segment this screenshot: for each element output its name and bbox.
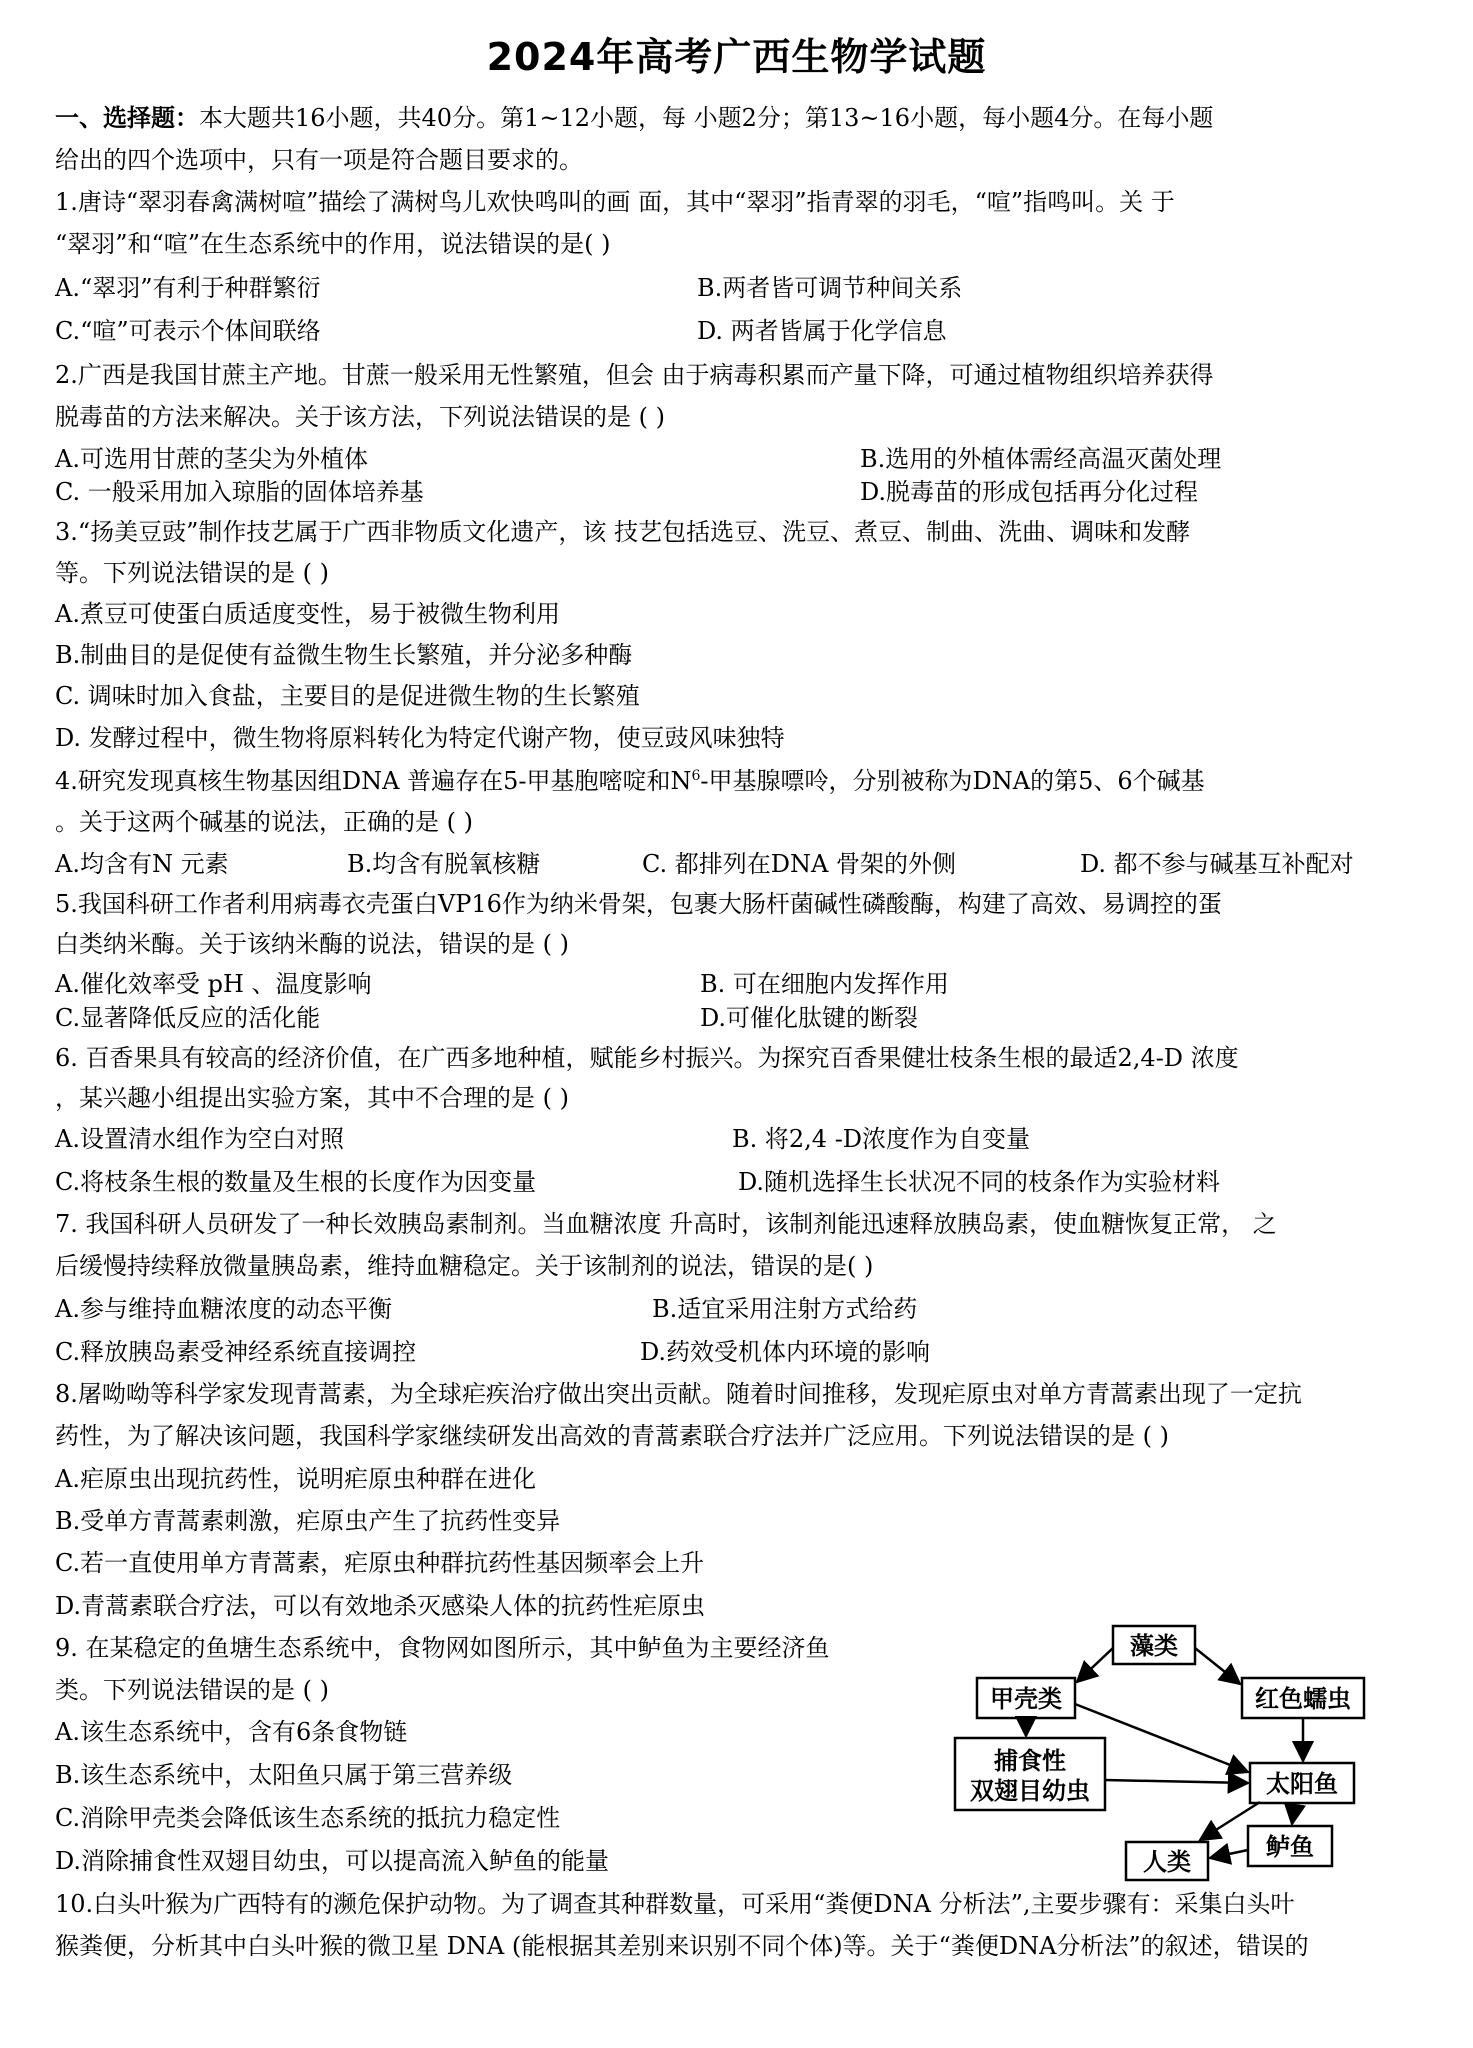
arrow-algae-crustacean	[1077, 1648, 1113, 1682]
node-crustacean: 甲壳类	[990, 1685, 1062, 1713]
arrow-perch-human	[1210, 1850, 1248, 1858]
q4-stem-1	[55, 763, 1205, 799]
q6-stem-1: 6. 百香果具有较高的经济价值，在广西多地种植，赋能乡村振兴。为探究百香果健壮枝条生根的最适2,4-D 浓度	[55, 1044, 1239, 1072]
q2-option-b: B.选用的外植体需经高温灭菌处理	[860, 445, 1222, 473]
q8-option-a: A.疟原虫出现抗药性，说明疟原虫种群在进化	[55, 1465, 536, 1493]
q4-option-c: C. 都排列在DNA 骨架的外侧	[642, 850, 956, 878]
q2-stem-1: 2.广西是我国甘蔗主产地。甘蔗一般采用无性繁殖，但会 由于病毒积累而产量下降，可通过植物组织培养获得	[55, 361, 1214, 389]
section-desc-1: 本大题共16小题，共40分。第1~12小题，每 小题2分；第13~16小题，每小题4分。在每小题	[199, 104, 1214, 132]
page-title: 2024年高考广西生物学试题	[486, 35, 987, 79]
q3-option-a: A.煮豆可使蛋白质适度变性，易于被微生物利用	[55, 600, 560, 628]
q9-option-a: A.该生态系统中，含有6条食物链	[55, 1718, 408, 1746]
q6-option-a: A.设置清水组作为空白对照	[55, 1125, 344, 1153]
arrow-larva-sunfish	[1105, 1780, 1248, 1783]
q1-option-a: A.“翠羽”有利于种群繁衍	[55, 274, 321, 302]
q5-stem-2: 白类纳米酶。关于该纳米酶的说法，错误的是 ( )	[55, 930, 569, 958]
arrow-algae-redworm	[1195, 1648, 1240, 1684]
q8-option-d: D.青蒿素联合疗法，可以有效地杀灭感染人体的抗药性疟原虫	[55, 1592, 706, 1620]
q3-option-b: B.制曲目的是促使有益微生物生长繁殖，并分泌多种酶	[55, 641, 633, 669]
q7-option-c: C.释放胰岛素受神经系统直接调控	[55, 1338, 417, 1366]
q2-option-c: C. 一般采用加入琼脂的固体培养基	[55, 478, 424, 506]
q7-stem-1: 7. 我国科研人员研发了一种长效胰岛素制剂。当血糖浓度 升高时，该制剂能迅速释放胰岛素，使血糖恢复正常， 之	[55, 1210, 1277, 1238]
q9-stem-1: 9. 在某稳定的鱼塘生态系统中，食物网如图所示，其中鲈鱼为主要经济鱼	[55, 1634, 830, 1662]
q5-option-b: B. 可在细胞内发挥作用	[700, 970, 949, 998]
q9-option-b: B.该生态系统中，太阳鱼只属于第三营养级	[55, 1761, 513, 1789]
q5-stem-1: 5.我国科研工作者利用病毒衣壳蛋白VP16作为纳米骨架，包裹大肠杆菌碱性磷酸酶，构建了高效、易调控的蛋	[55, 890, 1222, 918]
q8-option-b: B.受单方青蒿素刺激，疟原虫产生了抗药性变异	[55, 1507, 561, 1535]
q7-option-b: B.适宜采用注射方式给药	[652, 1295, 918, 1323]
q4-option-a: A.均含有N 元素	[55, 850, 229, 878]
node-larva-line2: 双翅目幼虫	[970, 1777, 1090, 1805]
q7-stem-2: 后缓慢持续释放微量胰岛素，维持血糖稳定。关于该制剂的说法，错误的是( )	[55, 1252, 874, 1280]
q2-option-a: A.可选用甘蔗的茎尖为外植体	[55, 445, 368, 473]
q4-stem-1b: -甲基腺嘌呤，分别被称为DNA的第5、6个碱基	[700, 767, 1205, 795]
section-desc-2: 给出的四个选项中，只有一项是符合题目要求的。	[55, 146, 583, 174]
q1-stem-2: “翠羽”和“喧”在生态系统中的作用，说法错误的是( )	[55, 230, 611, 258]
q10-stem-1: 10.白头叶猴为广西特有的濒危保护动物。为了调查其种群数量，可采用“粪便DNA 分析法”,主要步骤有：采集白头叶	[55, 1890, 1295, 1918]
q3-option-c: C. 调味时加入食盐，主要目的是促进微生物的生长繁殖	[55, 682, 640, 710]
q5-option-d: D.可催化肽键的断裂	[700, 1004, 919, 1032]
q8-stem-1: 8.屠呦呦等科学家发现青蒿素，为全球疟疾治疗做出突出贡献。随着时间推移，发现疟原虫对单方青蒿素出现了一定抗	[55, 1380, 1302, 1408]
q7-option-a: A.参与维持血糖浓度的动态平衡	[55, 1295, 392, 1323]
node-algae: 藻类	[1130, 1632, 1178, 1660]
q5-option-a: A.催化效率受 pH 、温度影响	[55, 970, 372, 998]
q2-stem-2: 脱毒苗的方法来解决。关于该方法，下列说法错误的是 ( )	[55, 403, 665, 431]
q9-option-c: C.消除甲壳类会降低该生态系统的抵抗力稳定性	[55, 1804, 561, 1832]
q3-option-d: D. 发酵过程中，微生物将原料转化为特定代谢产物，使豆豉风味独特	[55, 724, 785, 752]
section-header	[55, 100, 1213, 136]
q9-stem-2: 类。下列说法错误的是 ( )	[55, 1676, 329, 1704]
q6-stem-2: ，某兴趣小组提出实验方案，其中不合理的是 ( )	[55, 1084, 569, 1112]
q4-option-b: B.均含有脱氧核糖	[347, 850, 541, 878]
q1-stem-1: 1.唐诗“翠羽春禽满树喧”描绘了满树鸟儿欢快鸣叫的画 面，其中“翠羽”指青翠的羽毛，“喧”指鸣叫。关 于	[55, 188, 1175, 216]
q7-option-d: D.药效受机体内环境的影响	[640, 1338, 931, 1366]
q4-stem-sup: 6	[691, 768, 701, 784]
node-larva-line1: 捕食性	[994, 1747, 1066, 1775]
q4-stem-2: 。关于这两个碱基的说法，正确的是 ( )	[55, 808, 473, 836]
q6-option-b: B. 将2,4 -D浓度作为自变量	[732, 1125, 1031, 1153]
node-red-worm: 红色蠕虫	[1255, 1685, 1351, 1713]
q1-option-b: B.两者皆可调节种间关系	[697, 274, 963, 302]
q9-option-d: D.消除捕食性双翅目幼虫，可以提高流入鲈鱼的能量	[55, 1847, 610, 1875]
section-heading: 一、选择题：	[55, 104, 199, 132]
q6-option-c: C.将枝条生根的数量及生根的长度作为因变量	[55, 1168, 537, 1196]
q4-option-d: D. 都不参与碱基互补配对	[1080, 850, 1354, 878]
food-web-diagram	[950, 1620, 1410, 1890]
q3-stem-2: 等。下列说法错误的是 ( )	[55, 559, 329, 587]
arrow-sunfish-perch	[1292, 1803, 1295, 1824]
q8-option-c: C.若一直使用单方青蒿素，疟原虫种群抗药性基因频率会上升	[55, 1549, 705, 1577]
node-human: 人类	[1143, 1848, 1191, 1876]
q1-option-d: D. 两者皆属于化学信息	[697, 317, 947, 345]
q8-stem-2: 药性，为了解决该问题，我国科学家继续研发出高效的青蒿素联合疗法并广泛应用。下列说法错误的是 ( )	[55, 1422, 1169, 1450]
q4-stem-1a: 4.研究发现真核生物基因组DNA 普遍存在5-甲基胞嘧啶和N	[55, 767, 692, 795]
q1-option-c: C.“喧”可表示个体间联络	[55, 317, 321, 345]
node-perch: 鲈鱼	[1266, 1833, 1314, 1861]
q6-option-d: D.随机选择生长状况不同的枝条作为实验材料	[738, 1168, 1221, 1196]
node-sunfish: 太阳鱼	[1266, 1770, 1338, 1798]
q10-stem-2: 猴粪便，分析其中白头叶猴的微卫星 DNA (能根据其差别来识别不同个体)等。关于“粪便DNA分析法”的叙述，错误的	[55, 1932, 1309, 1960]
q3-stem-1: 3.“扬美豆豉”制作技艺属于广西非物质文化遗产，该 技艺包括选豆、洗豆、煮豆、制曲、洗曲、调味和发酵	[55, 518, 1191, 546]
q2-option-d: D.脱毒苗的形成包括再分化过程	[860, 478, 1199, 506]
q5-option-c: C.显著降低反应的活化能	[55, 1004, 321, 1032]
